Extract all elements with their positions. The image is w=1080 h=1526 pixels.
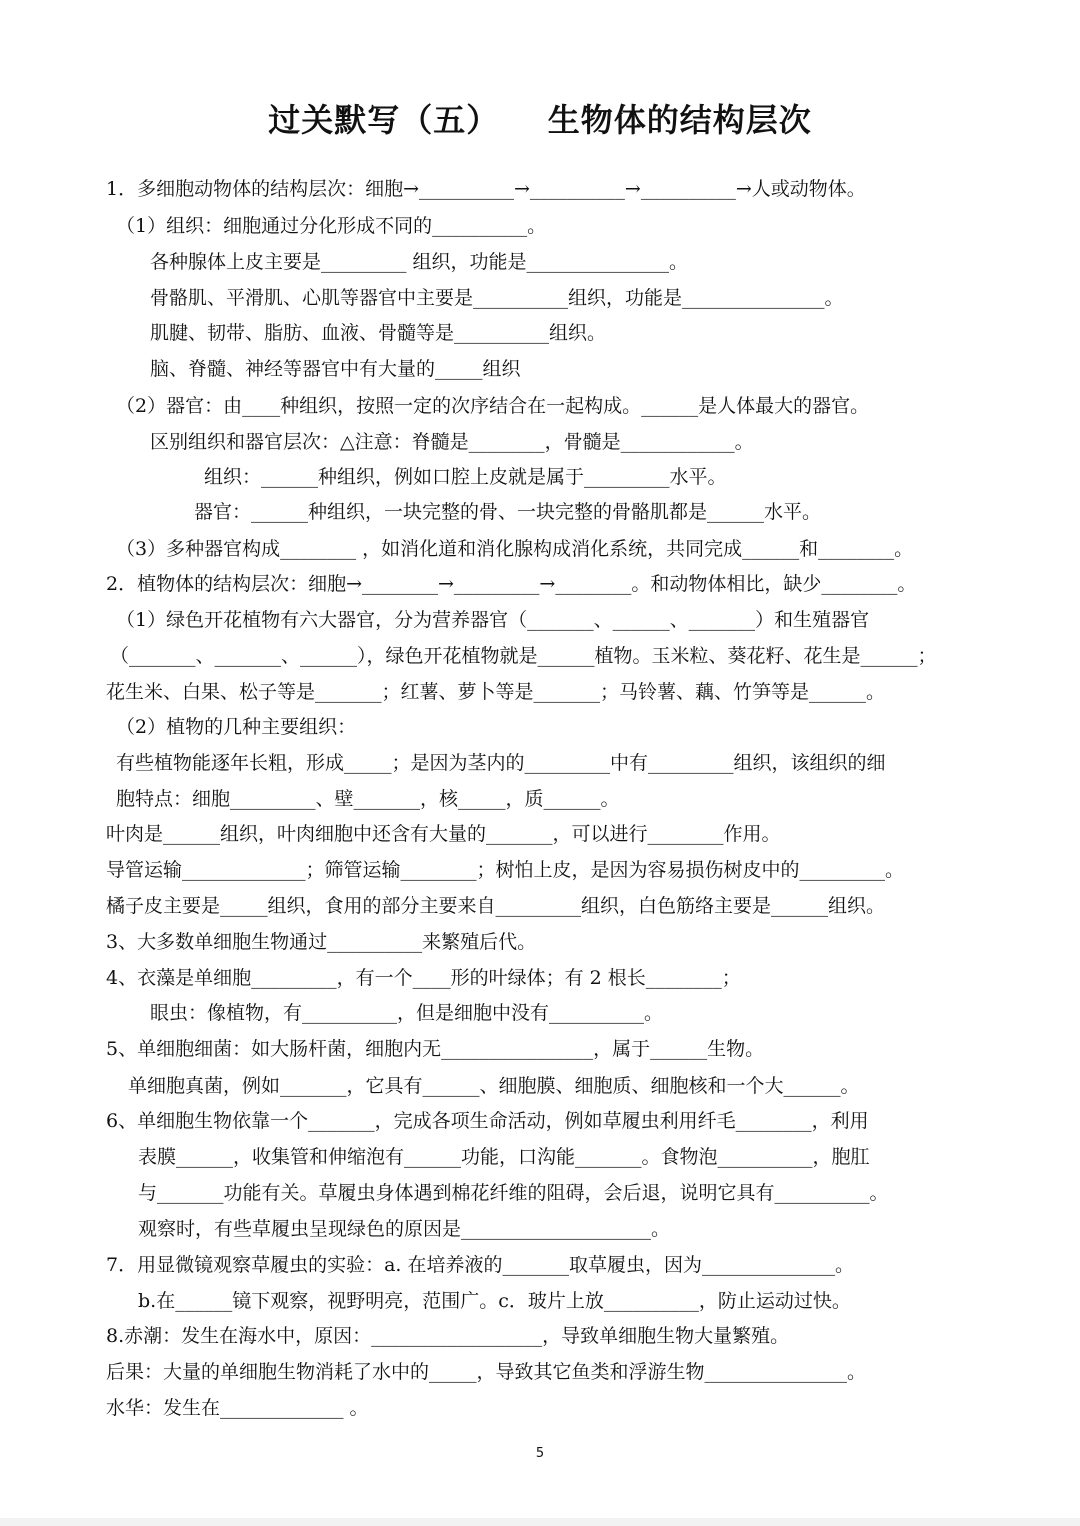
line-text: 胞特点：细胞_________、壁_______，核_____，质______。	[116, 788, 620, 810]
line-text: 观察时，有些草履虫呈现绿色的原因是____________________。	[138, 1218, 671, 1240]
line-text: 各种腺体上皮主要是_________ 组织，功能是_______________。	[150, 251, 689, 273]
line-text: 水华：发生在_____________ 。	[106, 1397, 369, 1419]
line-text: 1．多细胞动物体的结构层次：细胞→__________→__________→__________→人或动物体。	[106, 178, 866, 200]
worksheet-line	[106, 894, 885, 918]
worksheet-line	[106, 680, 885, 704]
worksheet-line	[106, 930, 536, 954]
line-text: 与_______功能有关。草履虫身体遇到棉花纤维的阻碍，会后退，说明它具有__________。	[138, 1182, 889, 1204]
worksheet-line	[106, 822, 781, 846]
line-text: 肌腱、韧带、脂肪、血液、骨髓等是__________组织。	[150, 322, 607, 344]
line-text: （2）植物的几种主要组织：	[116, 716, 357, 738]
worksheet-line	[116, 715, 356, 739]
line-text: （1）组织：细胞通过分化形成不同的__________。	[116, 215, 547, 237]
line-text: （1）绿色开花植物有六大器官，分为营养器官（_______、______、_______）和生殖器官	[116, 609, 870, 631]
worksheet-line	[138, 1145, 870, 1169]
worksheet-line	[106, 966, 741, 990]
worksheet-line	[116, 787, 620, 811]
line-text: 花生米、白果、松子等是_______；红薯、萝卜等是_______；马铃薯、藕、竹笋等是______。	[106, 681, 886, 703]
worksheet-line	[150, 250, 688, 274]
line-text: 导管运输_____________；筛管运输________；树怕上皮，是因为容易损伤树皮中的_________。	[106, 859, 905, 881]
line-text: 6、单细胞生物依靠一个_______，完成各项生命活动，例如草履虫利用纤毛________，利用	[106, 1110, 869, 1132]
page-title-text: 过关默写（五） 生物体的结构层次	[268, 101, 812, 139]
worksheet-line	[116, 394, 869, 418]
line-text: 表膜______，收集管和伸缩泡有______功能，口沟能_______。食物泡__________，胞肛	[138, 1146, 870, 1168]
worksheet-line	[138, 1181, 889, 1205]
worksheet-line	[150, 430, 754, 454]
line-text: 7．用显微镜观察草履虫的实验：a. 在培养液的_______取草履虫，因为______________。	[106, 1254, 854, 1276]
worksheet-line	[110, 644, 937, 668]
worksheet-line	[204, 465, 727, 489]
line-text: 骨骼肌、平滑肌、心肌等器官中主要是__________组织，功能是_______________。	[150, 287, 844, 309]
line-text: 区别组织和器官层次：△注意：脊髓是________，骨髓是____________。	[150, 431, 754, 453]
worksheet-line	[150, 286, 844, 310]
page-number-text: 5	[535, 1446, 545, 1461]
worksheet-line	[106, 858, 904, 882]
worksheet-line	[106, 1253, 854, 1277]
line-text: 橘子皮主要是_____组织，食用的部分主要来自_________组织，白色筋络主要是______组织。	[106, 895, 886, 917]
line-text: 叶肉是______组织，叶肉细胞中还含有大量的_______，可以进行________作用。	[106, 823, 781, 845]
line-text: （3）多种器官构成________ ，如消化道和消化腺构成消化系统，共同完成______和________。	[116, 538, 914, 560]
worksheet-line	[106, 1324, 789, 1348]
line-text: 4、衣藻是单细胞_________，有一个____形的叶绿体；有 2 根长________；	[106, 967, 741, 989]
worksheet-line	[150, 357, 521, 381]
worksheet-line	[106, 1360, 866, 1384]
worksheet-line	[116, 214, 546, 238]
line-text: 脑、脊髓、神经等器官中有大量的_____组织	[150, 358, 521, 380]
line-text: b.在______镜下观察，视野明亮，范围广。c．玻片上放__________，防止运动过快。	[138, 1290, 851, 1312]
line-text: 2．植物体的结构层次：细胞→________→_________→________。和动物体相比，缺少________。	[106, 573, 917, 595]
worksheet-line	[150, 1001, 663, 1025]
worksheet-line	[106, 572, 916, 596]
page-number	[0, 1446, 1080, 1461]
line-text: 5、单细胞细菌：如大肠杆菌，细胞内无________________，属于______生物。	[106, 1038, 765, 1060]
page-title	[0, 95, 1080, 141]
line-text: 有些植物能逐年长粗，形成_____；是因为茎内的_________中有_________组织，该组织的细	[116, 752, 886, 774]
line-text: 组织：______种组织，例如口腔上皮就是属于_________水平。	[204, 466, 727, 488]
worksheet-line	[116, 608, 869, 632]
line-text: 8.赤潮：发生在海水中，原因：__________________，导致单细胞生物大量繁殖。	[106, 1325, 790, 1347]
page-bottom-edge	[0, 1518, 1080, 1526]
worksheet-line	[106, 177, 866, 201]
line-text: （2）器官：由____种组织，按照一定的次序结合在一起构成。______是人体最大的器官。	[116, 395, 870, 417]
worksheet-line	[116, 537, 913, 561]
worksheet-line	[116, 751, 886, 775]
line-text: 眼虫：像植物，有__________，但是细胞中没有__________。	[150, 1002, 664, 1024]
line-text: 后果：大量的单细胞生物消耗了水中的_____，导致其它鱼类和浮游生物_______________。	[106, 1361, 867, 1383]
line-text: 3、大多数单细胞生物通过__________来繁殖后代。	[106, 931, 537, 953]
worksheet-line	[194, 500, 821, 524]
worksheet-line	[138, 1217, 670, 1241]
line-text: （_______、_______、______），绿色开花植物就是______植物。玉米粒、葵花籽、花生是______；	[110, 645, 937, 667]
worksheet-line	[106, 1109, 869, 1133]
worksheet-line	[106, 1396, 369, 1420]
line-text: 单细胞真菌，例如_______，它具有______、细胞膜、细胞质、细胞核和一个大______。	[128, 1075, 860, 1097]
worksheet-line	[106, 1037, 764, 1061]
line-text: 器官：______种组织，一块完整的骨、一块完整的骨骼肌都是______水平。	[194, 501, 822, 523]
worksheet-line	[138, 1289, 851, 1313]
worksheet-line	[128, 1074, 860, 1098]
worksheet-line	[150, 321, 606, 345]
